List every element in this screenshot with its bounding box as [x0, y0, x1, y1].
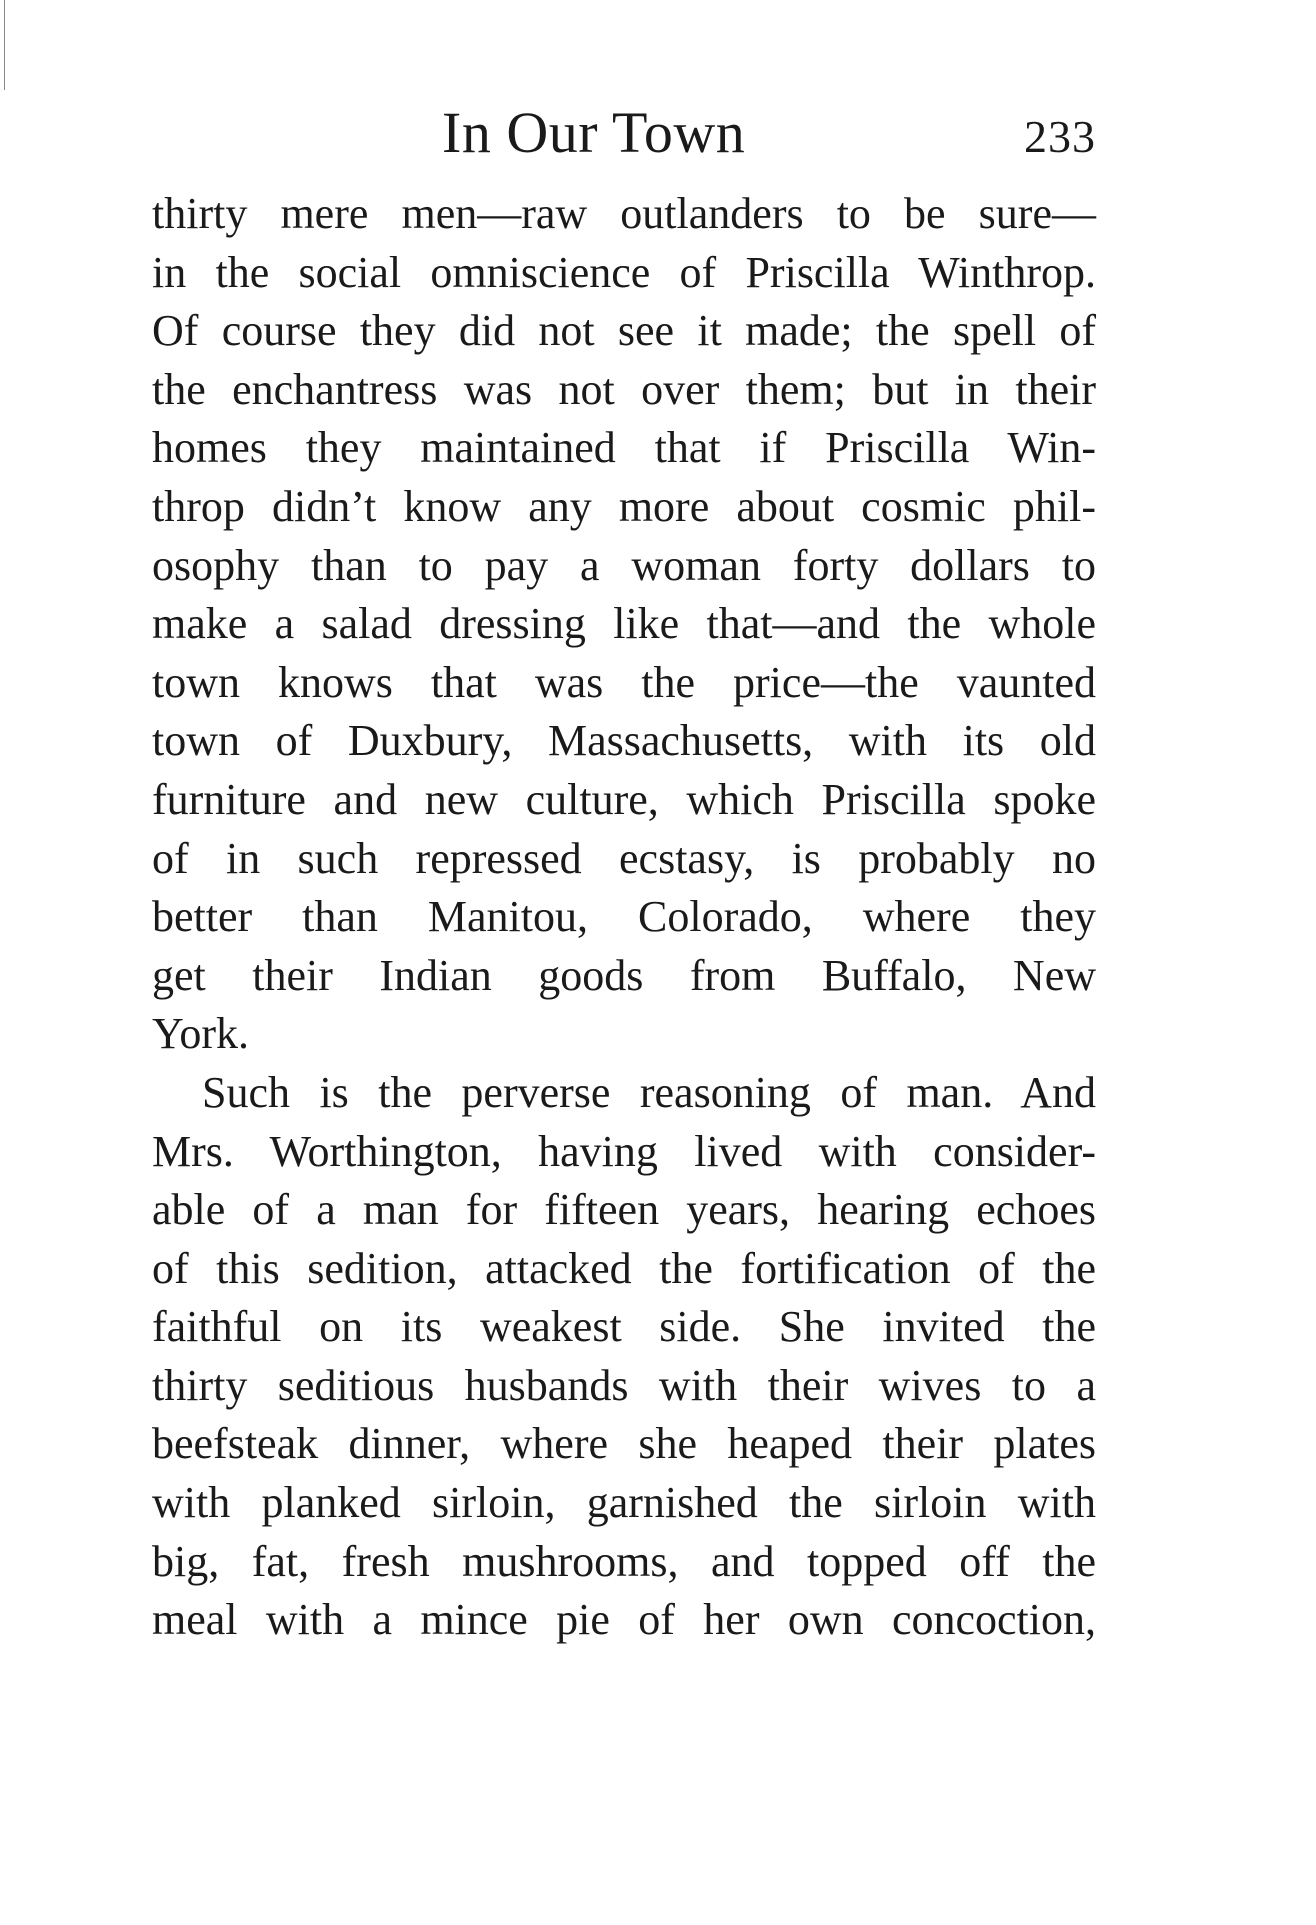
paragraph-end-line: York. — [152, 1009, 250, 1059]
text-line: better than Manitou, Colorado, where they — [152, 892, 1096, 942]
text-line: of this sedition, attacked the fortification of the — [152, 1243, 1096, 1293]
text-line: of in such repressed ecstasy, is probably no — [152, 833, 1096, 883]
text-line: able of a man for fifteen years, hearing echoes — [152, 1185, 1096, 1235]
text-line: Of course they did not see it made; the spell of — [152, 306, 1096, 356]
text-line: throp didn’t know any more about cosmic phil- — [152, 481, 1096, 531]
page-number: 233 — [1024, 111, 1096, 162]
text-line: make a salad dressing like that—and the whole — [152, 599, 1096, 649]
running-title: In Our Town — [442, 100, 746, 165]
text-line: Mrs. Worthington, having lived with consider- — [152, 1126, 1096, 1176]
text-line: get their Indian goods from Buffalo, New — [152, 950, 1096, 1000]
text-line: beefsteak dinner, where she heaped their plates — [152, 1419, 1096, 1469]
text-line: town knows that was the price—the vaunted — [152, 657, 1096, 707]
text-line: in the social omniscience of Priscilla Winthrop. — [152, 247, 1096, 297]
text-line: thirty seditious husbands with their wives to a — [152, 1360, 1096, 1410]
text-line: with planked sirloin, garnished the sirloin with — [152, 1478, 1096, 1528]
text-line: osophy than to pay a woman forty dollars to — [152, 540, 1096, 590]
text-line: thirty mere men—raw outlanders to be sure— — [152, 189, 1096, 238]
page-header — [152, 98, 1096, 168]
text-line: the enchantress was not over them; but in their — [152, 364, 1096, 414]
text-line: meal with a mince pie of her own concoction, — [152, 1595, 1096, 1645]
scan-edge-line — [4, 0, 5, 90]
text-line: furniture and new culture, which Priscilla spoke — [152, 774, 1096, 824]
text-line: faithful on its weakest side. She invited the — [152, 1302, 1096, 1352]
body-text — [152, 185, 1096, 1650]
text-line: homes they maintained that if Priscilla Win- — [152, 423, 1096, 473]
text-line: town of Duxbury, Massachusetts, with its old — [152, 716, 1096, 766]
paragraph-start-line: Such is the perverse reasoning of man. And — [202, 1067, 1096, 1117]
text-line: big, fat, fresh mushrooms, and topped off the — [152, 1536, 1096, 1586]
